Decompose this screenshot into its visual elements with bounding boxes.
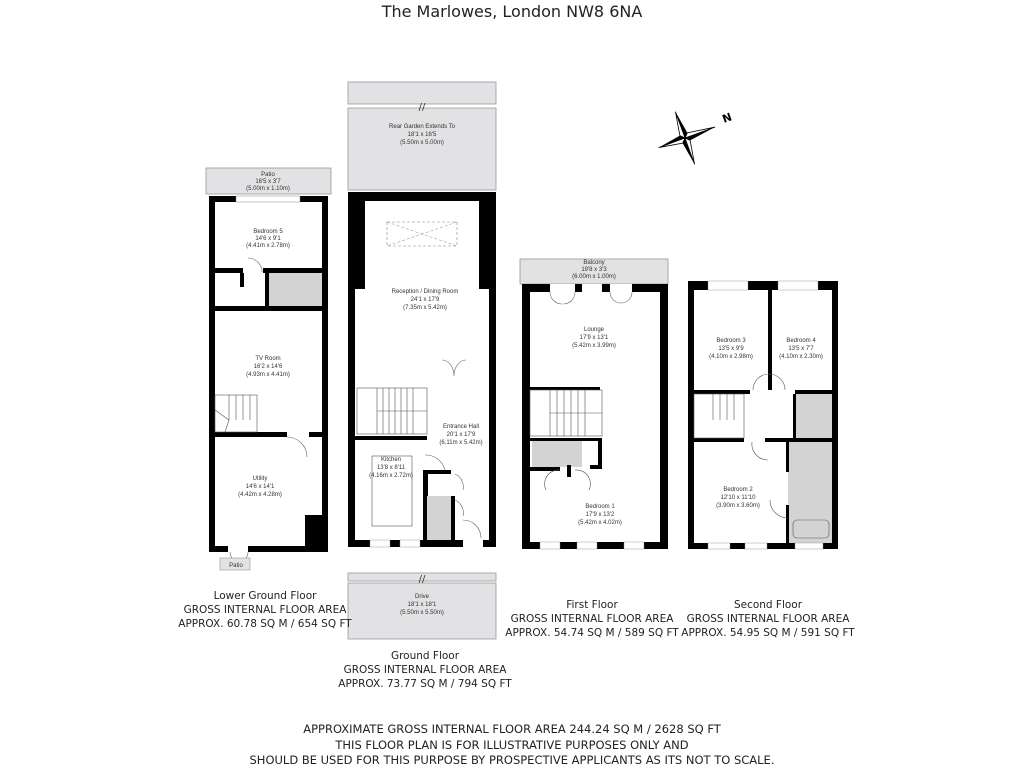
- svg-text:(5.42m x 3.99m): (5.42m x 3.99m): [572, 343, 616, 349]
- svg-text:(6.11m x 5.42m): (6.11m x 5.42m): [439, 440, 483, 446]
- caption-lower-ground-floor: [170, 589, 360, 631]
- floor-area-label: GROSS INTERNAL FLOOR AREA: [183, 604, 347, 616]
- svg-text:13'5 x 7'7: 13'5 x 7'7: [788, 346, 814, 352]
- room-label: Bedroom 3: [716, 338, 746, 344]
- bathroom-upper: [795, 394, 832, 439]
- room-label: Utility: [252, 476, 268, 482]
- room-label: Rear Garden Extends To: [389, 124, 455, 130]
- svg-text:(5.42m x 4.02m): (5.42m x 4.02m): [578, 520, 622, 526]
- svg-text:18'1 x 16'5: 18'1 x 16'5: [407, 132, 437, 138]
- room-label: Reception / Dining Room: [391, 289, 459, 295]
- disclaimer-line-1: THIS FLOOR PLAN IS FOR ILLUSTRATIVE PURPOSES ONLY AND: [335, 737, 689, 752]
- room-label: Balcony: [583, 260, 605, 266]
- svg-text:(4.93m x 4.41m): (4.93m x 4.41m): [246, 372, 290, 378]
- room-label: Entrance Hall: [442, 424, 480, 430]
- svg-text:(4.10m x 2.98m): (4.10m x 2.98m): [709, 354, 753, 360]
- page-title: The Marlowes, London NW8 6NA: [381, 2, 643, 21]
- svg-text:24'1 x 17'9: 24'1 x 17'9: [410, 297, 440, 303]
- ground-floor-plan: [348, 82, 496, 639]
- floor-area-label: GROSS INTERNAL FLOOR AREA: [343, 664, 507, 676]
- svg-text:18'1 x 18'1: 18'1 x 18'1: [407, 602, 437, 608]
- svg-text:19'8 x 3'3: 19'8 x 3'3: [581, 267, 607, 273]
- svg-text:(3.90m x 3.60m): (3.90m x 3.60m): [716, 503, 760, 509]
- svg-text:20'1 x 17'9: 20'1 x 17'9: [446, 432, 476, 438]
- floor-area-label: GROSS INTERNAL FLOOR AREA: [686, 613, 850, 625]
- floor-name: Lower Ground Floor: [213, 590, 317, 602]
- svg-text:17'9 x 13'2: 17'9 x 13'2: [585, 512, 615, 518]
- svg-text:(5.00m x 1.10m): (5.00m x 1.10m): [246, 186, 290, 192]
- svg-text:(4.16m x 2.72m): (4.16m x 2.72m): [369, 473, 413, 479]
- svg-text:14'6 x 9'1: 14'6 x 9'1: [255, 236, 281, 242]
- svg-text://: //: [418, 574, 426, 585]
- compass-north-label: N: [720, 110, 734, 126]
- disclaimer-footer: [0, 722, 1024, 769]
- svg-text:(7.35m x 5.42m): (7.35m x 5.42m): [403, 305, 447, 311]
- wc: [427, 496, 452, 540]
- caption-first-floor: [502, 598, 682, 640]
- svg-text:12'10 x 11'10: 12'10 x 11'10: [720, 495, 756, 501]
- bathroom-main: [788, 442, 832, 543]
- room-label: Patio: [261, 172, 275, 178]
- disclaimer-line-2: SHOULD BE USED FOR THIS PURPOSE BY PROSPECTIVE APPLICANTS AS ITS NOT TO SCALE.: [249, 753, 775, 767]
- svg-text:(4.41m x 2.78m): (4.41m x 2.78m): [246, 243, 290, 249]
- svg-text:(4.10m x 2.30m): (4.10m x 2.30m): [779, 354, 823, 360]
- svg-text:(5.50m x 5.50m): (5.50m x 5.50m): [400, 610, 444, 616]
- svg-text:16'2 x 14'6: 16'2 x 14'6: [253, 364, 283, 370]
- shower-room: [268, 273, 322, 306]
- floor-area-value: APPROX. 54.74 SQ M / 589 SQ FT: [505, 627, 679, 639]
- room-label: Bedroom 2: [723, 487, 753, 493]
- svg-text://: //: [418, 102, 426, 113]
- svg-text:(6.00m x 1.00m): (6.00m x 1.00m): [572, 274, 616, 280]
- svg-text:17'9 x 13'1: 17'9 x 13'1: [579, 335, 609, 341]
- floor-name: Second Floor: [733, 599, 803, 611]
- room-label: Drive: [414, 594, 430, 600]
- room-label: Kitchen: [380, 457, 402, 463]
- svg-text:13'5 x 9'9: 13'5 x 9'9: [718, 346, 744, 352]
- room-label: TV Room: [255, 356, 281, 362]
- room-label: Patio: [229, 563, 243, 569]
- caption-ground-floor: [330, 649, 520, 691]
- floor-name: First Floor: [566, 599, 618, 611]
- svg-text:(4.42m x 4.28m): (4.42m x 4.28m): [238, 492, 282, 498]
- floor-area-value: APPROX. 54.95 SQ M / 591 SQ FT: [681, 627, 855, 639]
- caption-second-floor: [678, 598, 858, 640]
- room-label: Bedroom 5: [253, 229, 283, 235]
- floor-area-value: APPROX. 60.78 SQ M / 654 SQ FT: [178, 618, 352, 630]
- ensuite: [532, 441, 582, 467]
- floor-name: Ground Floor: [390, 650, 460, 662]
- svg-text:(5.50m x 5.00m): (5.50m x 5.00m): [400, 140, 444, 146]
- room-label: Bedroom 4: [786, 338, 816, 344]
- total-area: APPROXIMATE GROSS INTERNAL FLOOR AREA 244.24 SQ M / 2628 SQ FT: [303, 722, 721, 736]
- floor-area-value: APPROX. 73.77 SQ M / 794 SQ FT: [338, 678, 512, 690]
- rear-garden: [348, 108, 496, 190]
- compass-rose-icon: [649, 101, 725, 174]
- svg-text:13'8 x 8'11: 13'8 x 8'11: [376, 465, 406, 471]
- room-label: Lounge: [583, 327, 605, 333]
- floor-area-label: GROSS INTERNAL FLOOR AREA: [510, 613, 674, 625]
- svg-text:14'6 x 14'1: 14'6 x 14'1: [245, 484, 275, 490]
- second-floor-plan: [688, 281, 838, 549]
- svg-text:16'5 x 3'7: 16'5 x 3'7: [255, 179, 281, 185]
- room-label: Bedroom 1: [585, 504, 615, 510]
